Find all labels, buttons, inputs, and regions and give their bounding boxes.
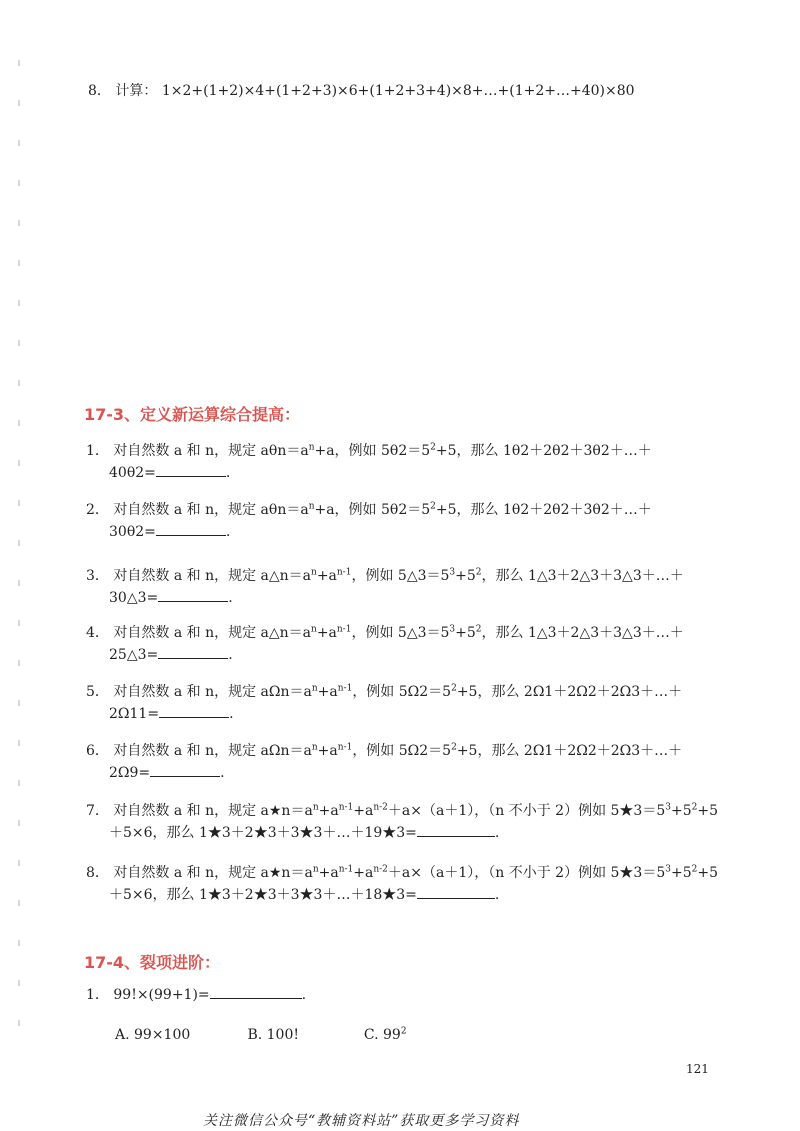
superscript: n-1 <box>336 567 352 578</box>
binding-edge-marks <box>18 60 20 1060</box>
superscript: 2 <box>451 683 457 694</box>
item-continuation: 2Ω9= <box>109 765 151 781</box>
superscript: n-2 <box>373 864 388 875</box>
item-text: +a <box>353 865 374 881</box>
problem-8-calculation <box>88 80 635 100</box>
item-text: +a <box>318 865 339 881</box>
superscript: 2 <box>475 567 482 578</box>
exercise-item <box>86 440 716 484</box>
item-end: . <box>494 825 500 841</box>
item-number: 6． <box>86 743 109 759</box>
superscript: n <box>311 624 317 635</box>
answer-blank[interactable] <box>158 587 228 602</box>
item-text: ，例如 5△3＝5 <box>351 625 450 641</box>
item-continuation: 30θ2= <box>109 524 156 540</box>
item-text: +a <box>316 625 337 641</box>
problem-expression: 1×2+(1+2)×4+(1+2+3)×6+(1+2+3+4)×8+…+(1+2+…+40)×80 <box>161 83 635 99</box>
answer-blank[interactable] <box>417 822 495 837</box>
item-text: +5，那么 1θ2＋2θ2＋3θ2＋…＋ <box>435 502 652 518</box>
item-text: +a <box>317 684 338 700</box>
item-text: 对自然数 a 和 n，规定 a★n＝a <box>113 865 313 881</box>
option-c-base: C. 99 <box>363 1027 401 1043</box>
item-text: 对自然数 a 和 n，规定 a△n＝a <box>113 625 312 641</box>
item-text: +a，例如 5θ2＝5 <box>314 502 431 518</box>
item-continuation: ＋5×6，那么 1★3＋2★3＋3★3＋…＋18★3= <box>109 887 417 903</box>
answer-blank[interactable] <box>159 703 229 718</box>
item-text: ，例如 5Ω2＝5 <box>352 743 452 759</box>
item-end: . <box>301 987 307 1003</box>
item-text: +5，那么 2Ω1＋2Ω2＋2Ω3＋…＋ <box>456 684 683 700</box>
item-text: +5 <box>670 865 692 881</box>
superscript: 2 <box>691 802 698 813</box>
answer-blank[interactable] <box>156 462 226 477</box>
superscript: n <box>312 802 319 813</box>
item-number: 1． <box>86 443 109 459</box>
item-text: +a <box>316 568 337 584</box>
item-text: +5 <box>455 568 476 584</box>
item-continuation: 25△3= <box>109 647 159 663</box>
exercise-item <box>86 565 716 609</box>
exercise-item <box>86 862 716 906</box>
section-title-17-3: 17-3、定义新运算综合提高： <box>84 405 301 424</box>
item-number: 1． <box>86 987 109 1003</box>
item-text: +5，那么 1θ2＋2θ2＋3θ2＋…＋ <box>435 443 652 459</box>
item-text: ＋a×（a＋1），（n 不小于 2）例如 5★3＝5 <box>387 803 666 819</box>
superscript: n-1 <box>336 624 352 635</box>
superscript: 3 <box>665 802 671 813</box>
item-number: 7． <box>86 803 109 819</box>
superscript: 2 <box>451 742 457 753</box>
item-end: . <box>228 590 233 606</box>
item-text: +5 <box>670 803 692 819</box>
item-text: +5 <box>455 625 476 641</box>
item-end: . <box>229 706 234 722</box>
superscript: n <box>311 567 317 578</box>
item-text: ，例如 5△3＝5 <box>351 568 450 584</box>
item-text: +5 <box>697 865 718 881</box>
item-text: 对自然数 a 和 n，规定 a★n＝a <box>113 803 313 819</box>
page-number: 121 <box>686 1062 709 1076</box>
superscript: n-1 <box>338 864 354 875</box>
item-text: ，例如 5Ω2＝5 <box>352 684 452 700</box>
section-title-17-4: 17-4、裂项进阶： <box>84 953 221 972</box>
item-text: +a <box>318 803 339 819</box>
answer-options <box>115 1027 407 1043</box>
problem-number: 8． <box>88 83 111 99</box>
item-text: +a，例如 5θ2＝5 <box>314 443 431 459</box>
exercise-item <box>86 681 716 725</box>
item-text: +a <box>317 743 338 759</box>
superscript: n <box>308 442 315 453</box>
item-text: 对自然数 a 和 n，规定 aΩn＝a <box>113 684 312 700</box>
answer-blank[interactable] <box>210 984 302 999</box>
superscript: 2 <box>475 624 482 635</box>
superscript: 2 <box>430 501 436 512</box>
answer-blank[interactable] <box>417 884 495 899</box>
item-continuation: 2Ω11= <box>109 706 160 722</box>
superscript: n-1 <box>338 802 354 813</box>
item-end: . <box>494 887 500 903</box>
item-text: ，那么 1△3＋2△3＋3△3＋…＋ <box>481 625 684 641</box>
superscript: 3 <box>449 567 456 578</box>
item-number: 2． <box>86 502 109 518</box>
superscript: 2 <box>400 1026 407 1037</box>
problem-label: 计算： <box>115 83 158 99</box>
answer-blank[interactable] <box>158 644 228 659</box>
superscript: n <box>308 501 315 512</box>
superscript: 3 <box>449 624 456 635</box>
exercise-item <box>86 800 716 844</box>
item-continuation: ＋5×6，那么 1★3＋2★3＋3★3＋…＋19★3= <box>109 825 417 841</box>
answer-blank[interactable] <box>156 521 226 536</box>
answer-blank[interactable] <box>150 762 220 777</box>
item-text: 对自然数 a 和 n，规定 aθn＝a <box>113 443 309 459</box>
item-text: +a <box>353 803 374 819</box>
item-text: +5 <box>697 803 718 819</box>
item-text: +5，那么 2Ω1＋2Ω2＋2Ω3＋…＋ <box>456 743 683 759</box>
item-end: . <box>225 465 231 481</box>
exercise-item <box>86 622 716 666</box>
superscript: n <box>311 683 318 694</box>
item-continuation: 40θ2= <box>109 465 156 481</box>
option-a[interactable]: A. 99×100 <box>115 1027 191 1043</box>
superscript: 2 <box>691 864 698 875</box>
superscript: n-1 <box>337 683 353 694</box>
item-number: 5． <box>86 684 109 700</box>
exercise-item <box>86 984 716 1006</box>
superscript: 3 <box>665 864 671 875</box>
superscript: n <box>311 742 318 753</box>
option-b[interactable]: B. 100! <box>247 1027 299 1043</box>
item-end: . <box>228 647 233 663</box>
superscript: 2 <box>430 442 436 453</box>
item-end: . <box>220 765 225 781</box>
item-text: 对自然数 a 和 n，规定 a△n＝a <box>113 568 312 584</box>
option-c[interactable] <box>364 1027 407 1043</box>
item-text: ，那么 1△3＋2△3＋3△3＋…＋ <box>481 568 684 584</box>
item-number: 8． <box>86 865 109 881</box>
item-text: 对自然数 a 和 n，规定 aΩn＝a <box>113 743 312 759</box>
item-continuation: 30△3= <box>109 590 159 606</box>
superscript: n <box>312 864 319 875</box>
item-text: 对自然数 a 和 n，规定 aθn＝a <box>113 502 309 518</box>
exercise-item <box>86 740 716 784</box>
item-number: 4． <box>86 625 109 641</box>
item-text: ＋a×（a＋1），（n 不小于 2）例如 5★3＝5 <box>387 865 666 881</box>
item-end: . <box>225 524 231 540</box>
footer-note: 关注微信公众号“教辅资料站”获取更多学习资料 <box>203 1113 520 1129</box>
exercise-item <box>86 499 716 543</box>
item-number: 3． <box>86 568 109 584</box>
superscript: n-2 <box>373 802 388 813</box>
item-text: 99!×(99+1)= <box>113 987 210 1003</box>
superscript: n-1 <box>337 742 353 753</box>
